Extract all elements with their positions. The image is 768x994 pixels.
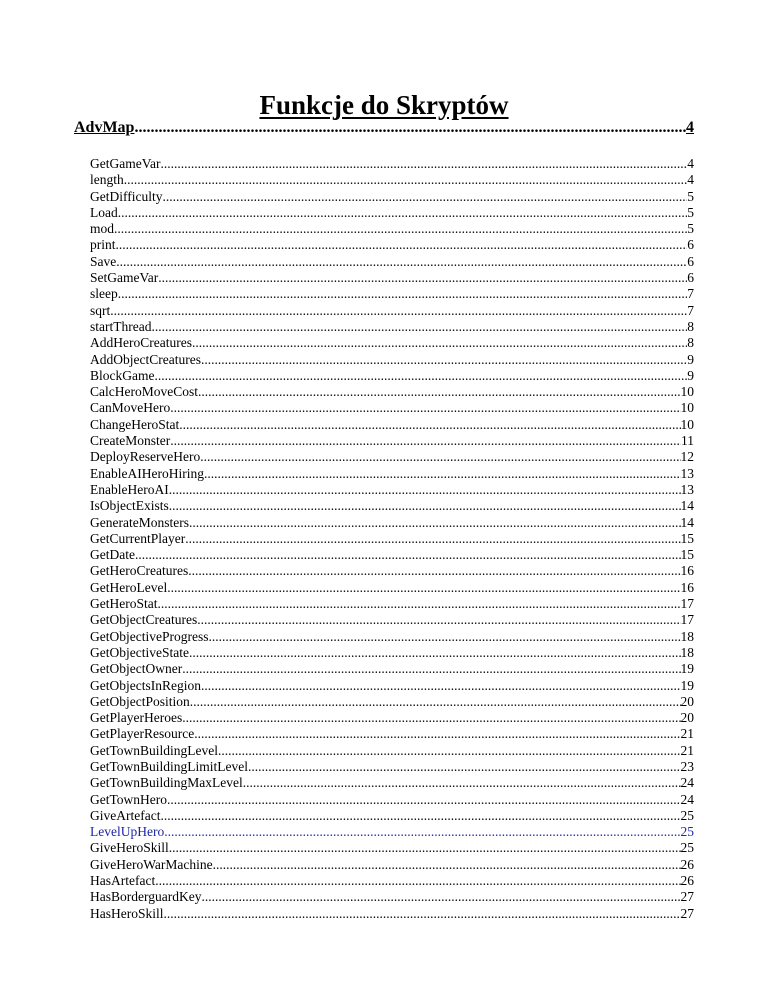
toc-entry[interactable]	[90, 205, 694, 221]
toc-entry-page-number: 27	[680, 889, 694, 905]
toc-leader-dots	[170, 433, 681, 449]
toc-entry-page-number: 21	[680, 742, 694, 758]
toc-entry[interactable]	[90, 156, 694, 172]
toc-entry-label: length	[90, 172, 124, 188]
toc-entry-label: HasBorderguardKey	[90, 889, 202, 905]
toc-entry-label: DeployReserveHero	[90, 449, 201, 465]
toc-leader-dots	[182, 661, 680, 677]
toc-entry[interactable]	[90, 498, 694, 514]
toc-entry-page-number: 4	[687, 156, 694, 171]
toc-list	[90, 156, 694, 922]
toc-entry[interactable]	[90, 645, 694, 661]
toc-entry-label: GetDifficulty	[90, 188, 163, 204]
toc-leader-dots	[179, 417, 680, 433]
toc-entry-page-number: 6	[687, 270, 694, 286]
toc-leader-dots	[160, 156, 687, 172]
toc-entry[interactable]	[90, 906, 694, 922]
toc-entry-page-number: 24	[680, 791, 694, 807]
toc-entry-label: mod	[90, 221, 115, 237]
toc-leader-dots	[116, 237, 688, 253]
toc-entry-page-number: 24	[680, 775, 694, 791]
toc-entry-label: GetCurrentPlayer	[90, 530, 186, 546]
toc-entry-page-number: 4	[687, 172, 694, 188]
toc-entry-page-number: 18	[680, 628, 694, 644]
toc-leader-dots	[213, 857, 681, 873]
toc-entry-page-number: 17	[680, 612, 694, 628]
toc-entry-label: GetHeroLevel	[90, 579, 168, 595]
toc-entry[interactable]	[90, 221, 694, 237]
toc-leader-dots	[189, 645, 681, 661]
toc-leader-dots	[188, 563, 680, 579]
toc-entry[interactable]	[90, 433, 694, 449]
toc-entry[interactable]	[90, 172, 694, 188]
toc-leader-dots	[208, 629, 680, 645]
toc-leader-dots	[118, 286, 688, 302]
toc-leader-dots	[151, 319, 687, 335]
toc-entry-page-number: 14	[680, 498, 694, 514]
toc-entry-page-number: 13	[680, 481, 694, 497]
toc-leader-dots	[158, 270, 687, 286]
toc-entry-label: GetHeroCreatures	[90, 563, 189, 579]
toc-entry[interactable]	[90, 775, 694, 791]
toc-entry[interactable]	[90, 303, 694, 319]
toc-entry-page-number: 23	[680, 758, 694, 774]
toc-entry[interactable]	[90, 400, 694, 416]
toc-entry[interactable]	[90, 743, 694, 759]
toc-entry-label: EnableHeroAI	[90, 481, 169, 497]
toc-entry[interactable]	[90, 694, 694, 710]
toc-entry-label: GetTownBuildingMaxLevel	[90, 775, 243, 791]
toc-leader-dots	[198, 384, 681, 400]
toc-leader-dots	[201, 678, 681, 694]
toc-leader-dots	[114, 221, 687, 237]
toc-entry[interactable]	[90, 515, 694, 531]
toc-entry[interactable]	[90, 563, 694, 579]
toc-entry[interactable]	[90, 824, 694, 840]
toc-entry-label: GetObjectiveState	[90, 644, 189, 660]
toc-entry-page-number: 14	[680, 514, 694, 530]
toc-leader-dots	[194, 726, 680, 742]
toc-entry-page-number: 25	[680, 824, 694, 840]
toc-entry[interactable]	[90, 661, 694, 677]
toc-entry[interactable]	[90, 873, 694, 889]
toc-entry-page-number: 16	[680, 579, 694, 595]
toc-entry-page-number: 6	[687, 253, 694, 269]
toc-entry-label: AddObjectCreatures	[90, 351, 201, 367]
toc-entry[interactable]	[90, 237, 694, 253]
toc-entry-label: GetObjectsInRegion	[90, 677, 201, 693]
toc-entry-page-number: 26	[680, 856, 694, 872]
toc-entry-label: GetObjectPosition	[90, 693, 190, 709]
toc-leader-dots	[185, 531, 680, 547]
toc-entry-label: GetPlayerResource	[90, 726, 195, 742]
toc-entry[interactable]	[90, 449, 694, 465]
toc-leader-dots	[124, 172, 688, 188]
toc-entry-page-number: 15	[680, 530, 694, 546]
toc-entry-page-number: 8	[687, 318, 694, 334]
toc-entry[interactable]	[90, 335, 694, 351]
toc-entry-label: GetObjectOwner	[90, 661, 183, 677]
toc-entry[interactable]	[90, 254, 694, 270]
toc-entry-page-number: 25	[680, 807, 694, 823]
toc-entry-page-number: 10	[680, 384, 694, 400]
toc-entry-page-number: 9	[687, 367, 694, 383]
toc-leader-dots	[134, 116, 686, 140]
toc-entry-label: GetGameVar	[90, 156, 161, 171]
toc-leader-dots	[155, 873, 680, 889]
toc-entry-label: GetTownBuildingLevel	[90, 742, 219, 758]
toc-entry-label: startThread	[90, 318, 152, 334]
toc-entry-page-number: 5	[687, 204, 694, 220]
toc-entry[interactable]	[90, 596, 694, 612]
toc-entry[interactable]	[90, 808, 694, 824]
toc-entry-label: HasArtefact	[90, 873, 156, 889]
toc-entry[interactable]	[90, 466, 694, 482]
toc-entry-page-number: 27	[680, 905, 694, 921]
toc-entry[interactable]	[90, 678, 694, 694]
toc-entry[interactable]	[90, 384, 694, 400]
toc-entry[interactable]	[90, 889, 694, 905]
toc-entry-label: GiveHeroSkill	[90, 840, 169, 856]
toc-entry-label: GiveHeroWarMachine	[90, 856, 213, 872]
toc-entry-label: sqrt	[90, 302, 111, 318]
toc-leader-dots	[182, 710, 680, 726]
toc-leader-dots	[135, 547, 681, 563]
toc-entry-page-number: 6	[687, 237, 694, 253]
toc-leader-dots	[190, 694, 681, 710]
page-title: Funkcje do Skryptów	[259, 90, 509, 121]
toc-leader-dots	[243, 775, 681, 791]
toc-leader-dots	[248, 759, 680, 775]
toc-entry-label: GetDate	[90, 547, 135, 563]
toc-entry-page-number: 12	[680, 449, 694, 465]
toc-leader-dots	[218, 743, 680, 759]
toc-entry-page-number: 19	[680, 661, 694, 677]
toc-leader-dots	[204, 466, 681, 482]
toc-entry-page-number: 18	[680, 644, 694, 660]
toc-entry-page-number: 7	[687, 286, 694, 302]
toc-entry-label: SetGameVar	[90, 270, 159, 286]
toc-leader-dots	[167, 792, 680, 808]
toc-entry-label: LevelUpHero	[90, 824, 165, 840]
toc-entry-page-number: 20	[680, 710, 694, 726]
toc-entry[interactable]	[90, 612, 694, 628]
toc-entry[interactable]	[90, 319, 694, 335]
toc-entry-page-number: 25	[680, 840, 694, 856]
toc-entry-page-number: 19	[680, 677, 694, 693]
toc-leader-dots	[201, 352, 687, 368]
toc-entry[interactable]	[90, 580, 694, 596]
toc-leader-dots	[110, 303, 687, 319]
toc-entry-page-number: 5	[687, 221, 694, 237]
toc-entry-label: GetHeroStat	[90, 596, 158, 612]
toc-leader-dots	[154, 368, 687, 384]
toc-leader-dots	[169, 840, 681, 856]
toc-entry-page-number: 17	[680, 596, 694, 612]
toc-entry-label: GetObjectiveProgress	[90, 628, 209, 644]
toc-entry[interactable]	[90, 759, 694, 775]
toc-leader-dots	[116, 254, 687, 270]
toc-leader-dots	[200, 449, 680, 465]
toc-leader-dots	[201, 889, 680, 905]
toc-entry[interactable]	[90, 531, 694, 547]
toc-entry-label: GetTownHero	[90, 791, 168, 807]
toc-section-advmap[interactable]	[74, 116, 694, 140]
toc-entry[interactable]	[90, 417, 694, 433]
toc-leader-dots	[160, 808, 680, 824]
toc-entry-page-number: 20	[680, 693, 694, 709]
toc-entry-page-number: 16	[680, 563, 694, 579]
toc-entry-label: HasHeroSkill	[90, 905, 164, 921]
toc-entry[interactable]	[90, 189, 694, 205]
toc-entry[interactable]	[90, 629, 694, 645]
toc-entry-label: IsObjectExists	[90, 498, 169, 514]
toc-entry-label: ChangeHeroStat	[90, 416, 180, 432]
toc-entry-page-number: 11	[681, 433, 694, 449]
toc-entry-page-number: 13	[680, 465, 694, 481]
toc-entry-page-number: 10	[680, 416, 694, 432]
toc-leader-dots	[170, 400, 680, 416]
toc-entry-label: Load	[90, 204, 118, 220]
toc-entry-label: Save	[90, 253, 117, 269]
toc-leader-dots	[169, 482, 681, 498]
toc-entry[interactable]	[90, 547, 694, 563]
toc-leader-dots	[189, 515, 681, 531]
toc-leader-dots	[192, 335, 687, 351]
toc-entry-page-number: 9	[687, 351, 694, 367]
toc-section-page-number: 4	[686, 119, 694, 136]
toc-entry-page-number: 5	[687, 188, 694, 204]
toc-entry[interactable]	[90, 352, 694, 368]
toc-entry-label: CreateMonster	[90, 433, 171, 449]
toc-leader-dots	[162, 189, 687, 205]
toc-leader-dots	[169, 498, 681, 514]
toc-entry-label: GetObjectCreatures	[90, 612, 198, 628]
toc-entry[interactable]	[90, 726, 694, 742]
toc-entry-label: GetPlayerHeroes	[90, 710, 183, 726]
toc-entry-page-number: 21	[680, 726, 694, 742]
toc-entry-label: AddHeroCreatures	[90, 335, 192, 351]
toc-entry-label: CalcHeroMoveCost	[90, 384, 198, 400]
toc-entry-page-number: 15	[680, 547, 694, 563]
toc-leader-dots	[164, 824, 680, 840]
toc-entry-label: sleep	[90, 286, 118, 302]
toc-leader-dots	[164, 906, 681, 922]
toc-entry[interactable]	[90, 840, 694, 856]
toc-entry[interactable]	[90, 857, 694, 873]
toc-section-label: AdvMap	[74, 119, 135, 136]
toc-leader-dots	[118, 205, 688, 221]
toc-leader-dots	[157, 596, 680, 612]
toc-leader-dots	[197, 612, 680, 628]
toc-entry-page-number: 8	[687, 335, 694, 351]
toc-entry-label: EnableAIHeroHiring	[90, 465, 204, 481]
toc-entry-label: CanMoveHero	[90, 400, 171, 416]
toc-entry-label: BlockGame	[90, 367, 155, 383]
toc-entry-page-number: 10	[680, 400, 694, 416]
toc-entry[interactable]	[90, 482, 694, 498]
toc-entry[interactable]	[90, 368, 694, 384]
toc-entry-label: GenerateMonsters	[90, 514, 189, 530]
toc-entry-label: GetTownBuildingLimitLevel	[90, 758, 249, 774]
toc-entry-label: GiveArtefact	[90, 807, 161, 823]
toc-leader-dots	[167, 580, 680, 596]
toc-entry[interactable]	[90, 710, 694, 726]
toc-entry[interactable]	[90, 286, 694, 302]
toc-entry[interactable]	[90, 792, 694, 808]
toc-entry-page-number: 7	[687, 302, 694, 318]
toc-entry-page-number: 26	[680, 873, 694, 889]
toc-entry-label: print	[90, 237, 116, 253]
toc-entry[interactable]	[90, 270, 694, 286]
